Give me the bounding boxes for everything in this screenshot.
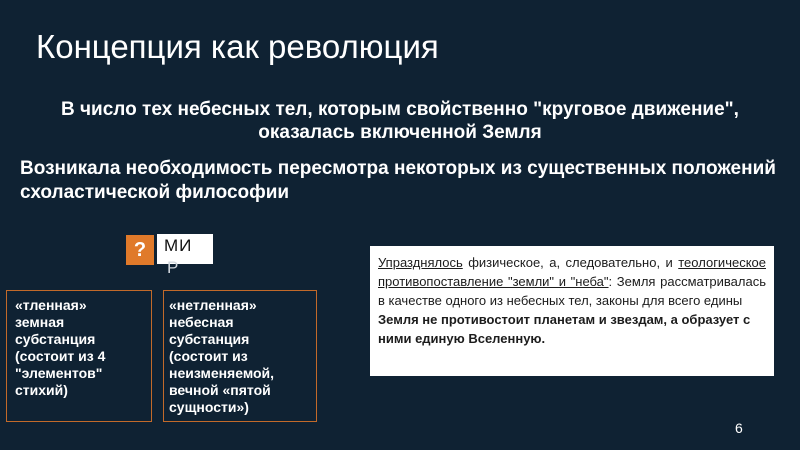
question-icon[interactable]: ?: [126, 235, 154, 265]
box-line: субстанция: [169, 331, 250, 347]
box-line: земная: [15, 314, 65, 330]
bullet-point: [20, 156, 790, 205]
slide-subtitle: В число тех небесных тел, которым свойственно "круговое движение", оказалась включенной Земля: [61, 99, 739, 143]
mir-line-1: МИ: [164, 236, 193, 255]
note-box: [370, 246, 774, 376]
box-line: "элементов": [15, 365, 103, 381]
box-line: вечной «пятой: [169, 382, 271, 398]
note-text-2: : Земля рассматривалась в качестве одного из небесных тел, законы для всего едины: [378, 274, 766, 308]
box-line: «тленная»: [15, 297, 87, 313]
box-line: (состоит из 4: [15, 348, 106, 364]
box-line: (состоит из: [169, 348, 248, 364]
box-line: «нетленная»: [169, 297, 257, 313]
page-number: 6: [735, 420, 743, 436]
bullet-text: Возникала необходимость пересмотра некоторых из существенных положений схоластической философии: [20, 158, 776, 203]
note-underlined-phrase: теологическое противопоставление "земли" и "неба": [378, 255, 766, 289]
note-text-1: физическое, а, следовательно, и: [462, 255, 679, 270]
mir-line-2: Р: [167, 258, 180, 277]
earthly-substance-box: [6, 290, 152, 422]
celestial-substance-box: [163, 290, 317, 422]
mir-label-box: [157, 234, 213, 277]
box-line: небесная: [169, 314, 234, 330]
note-underlined-word: Упразднялось: [378, 255, 463, 270]
box-line: субстанция: [15, 331, 96, 347]
box-line: сущности»): [169, 399, 249, 415]
box-line: стихий): [15, 382, 68, 398]
note-bold-conclusion: Земля не противостоит планетам и звездам, а образует с ними единую Вселенную.: [378, 312, 751, 346]
slide-title: Концепция как революция: [36, 28, 439, 65]
box-line: неизменяемой,: [169, 365, 275, 381]
